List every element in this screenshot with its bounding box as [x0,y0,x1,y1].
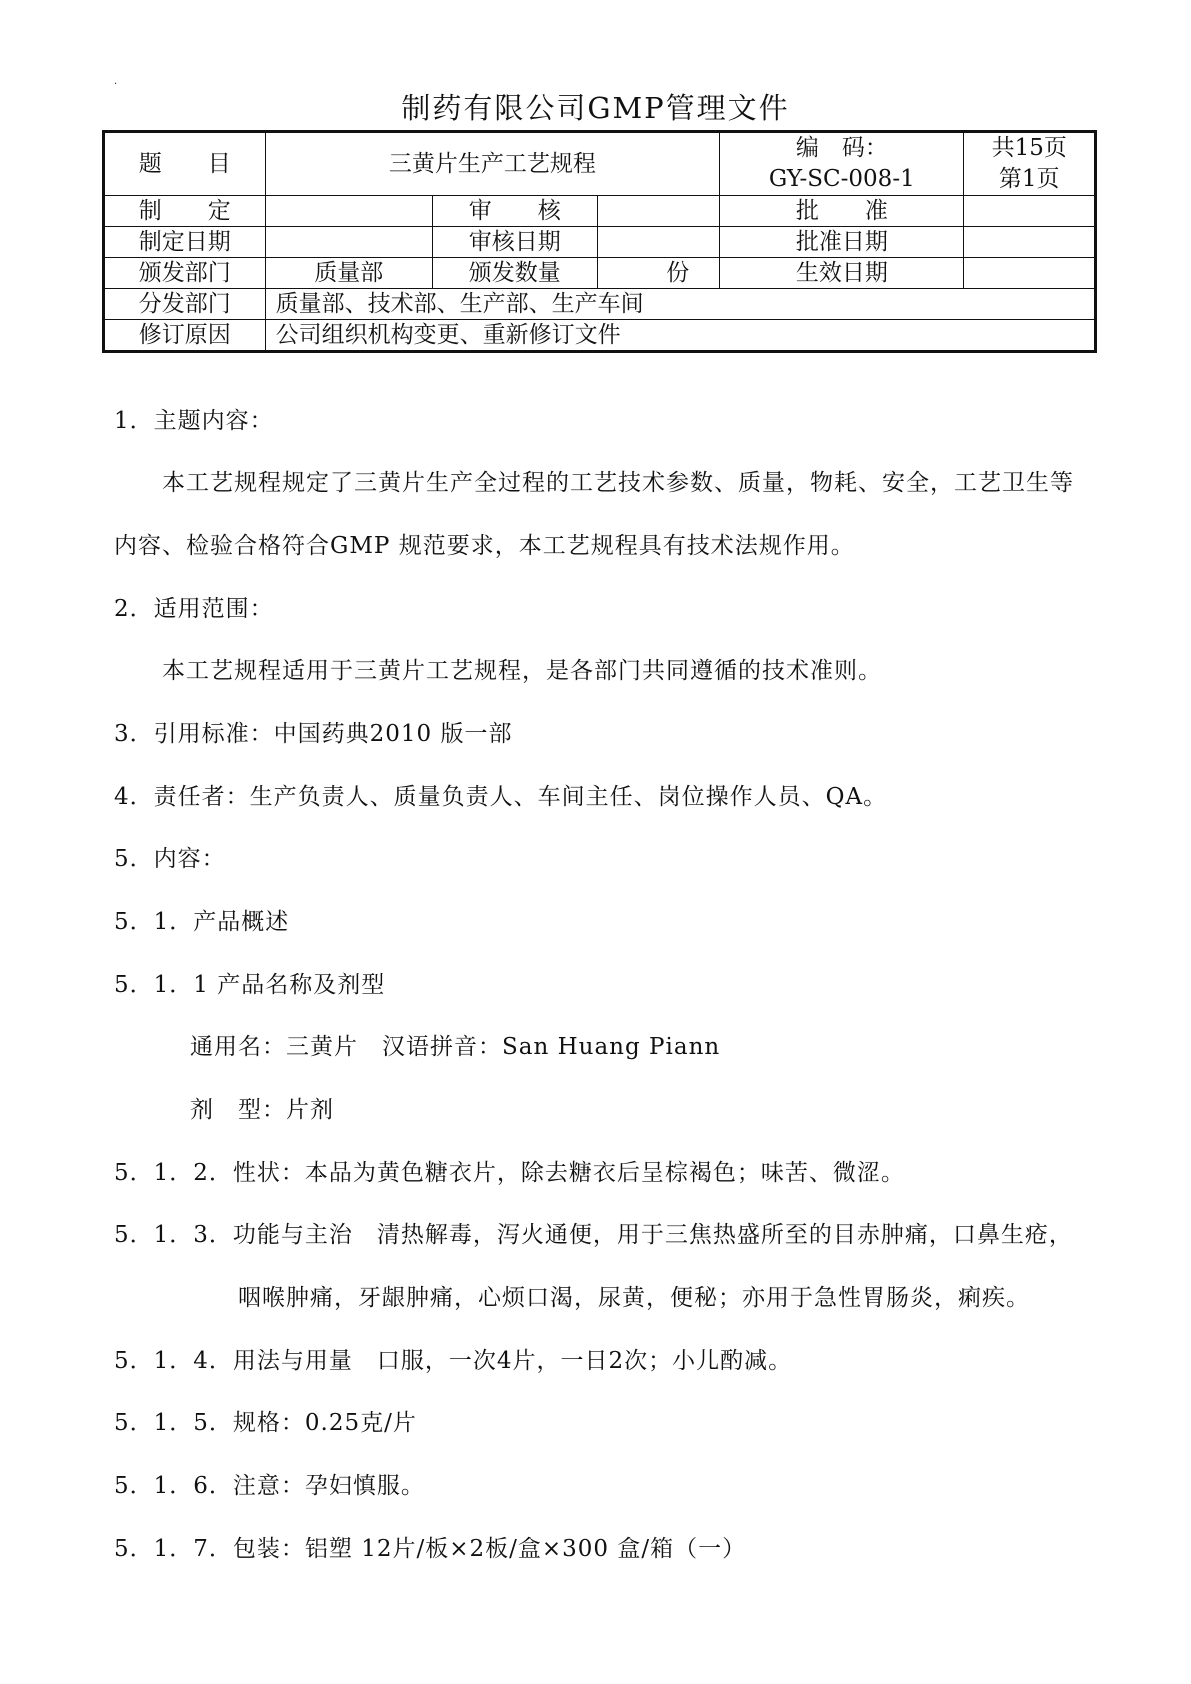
table-row [104,227,1096,258]
page-cell [964,132,1096,196]
paragraph-line: 剂 型：片剂 [190,1097,334,1123]
section-heading: 3．引用标准：中国药典2010 版一部 [114,721,513,747]
formulate-value [265,196,432,227]
revision-label: 修订原因 [104,320,266,352]
section-heading: 5．1．7．包装：铝塑 12片/板×2板/盒×300 盒/箱（一） [114,1536,747,1562]
page-number: 第1页 [998,166,1060,192]
paragraph-line: 本工艺规程适用于三黄片工艺规程，是各部门共同遵循的技术准则。 [162,658,882,684]
document-header-title: 制药有限公司GMP管理文件 [401,91,790,125]
paragraph-line: 内容、检验合格符合GMP 规范要求，本工艺规程具有技术法规作用。 [114,533,855,559]
code-cell [720,132,964,196]
section-heading: 5．1．产品概述 [114,909,290,935]
distribution-value: 质量部、技术部、生产部、生产车间 [265,289,1095,320]
formulate-label: 制 定 [104,196,266,227]
total-pages: 共15页 [991,135,1067,161]
table-row [104,132,1096,196]
section-heading: 5．1．1 产品名称及剂型 [114,972,386,998]
table-row [104,320,1096,352]
review-date-value [597,227,720,258]
stray-dot: . [114,76,118,87]
approve-value [964,196,1096,227]
table-row [104,258,1096,289]
title-label: 题 目 [104,132,266,196]
paragraph-line: 本工艺规程规定了三黄片生产全过程的工艺技术参数、质量，物耗、安全，工艺卫生等 [162,470,1074,496]
review-label: 审 核 [432,196,597,227]
distribution-label: 分发部门 [104,289,266,320]
issue-dept-value: 质量部 [265,258,432,289]
paragraph-line: 咽喉肿痛，牙龈肿痛，心烦口渴，尿黄，便秘；亦用于急性胃肠炎，痢疾。 [238,1285,1030,1311]
paragraph-line: 通用名：三黄片 汉语拼音：San Huang Piann [190,1034,721,1060]
document-control-table [102,130,1097,353]
issue-dept-label: 颁发部门 [104,258,266,289]
section-heading: 1．主题内容： [114,408,274,434]
approve-date-value [964,227,1096,258]
section-heading: 5．1．2．性状：本品为黄色糖衣片，除去糖衣后呈棕褐色；味苦、微涩。 [114,1160,905,1186]
formulate-date-value [265,227,432,258]
section-heading: 2．适用范围： [114,596,274,622]
review-value [597,196,720,227]
formulate-date-label: 制定日期 [104,227,266,258]
issue-qty-label: 颁发数量 [432,258,597,289]
section-heading: 4．责任者：生产负责人、质量负责人、车间主任、岗位操作人员、QA。 [114,784,888,810]
table-row [104,196,1096,227]
effective-date-label: 生效日期 [720,258,964,289]
revision-value: 公司组织机构变更、重新修订文件 [265,320,1095,352]
review-date-label: 审核日期 [432,227,597,258]
issue-qty-unit: 份 [597,258,720,289]
approve-label: 批 准 [720,196,964,227]
section-heading: 5．内容： [114,846,226,872]
table-row [104,289,1096,320]
approve-date-label: 批准日期 [720,227,964,258]
code-value: GY-SC-008-1 [768,166,915,192]
effective-date-value [964,258,1096,289]
section-heading: 5．1．6．注意：孕妇慎服。 [114,1473,425,1499]
code-label: 编 码： [795,135,888,161]
section-heading: 5．1．5．规格：0.25克/片 [114,1410,417,1436]
title-value: 三黄片生产工艺规程 [265,132,720,196]
section-heading: 5．1．3．功能与主治 清热解毒，泻火通便，用于三焦热盛所至的目赤肿痛，口鼻生疮， [114,1222,1073,1248]
section-heading: 5．1．4．用法与用量 口服，一次4片，一日2次；小儿酌减。 [114,1348,793,1374]
